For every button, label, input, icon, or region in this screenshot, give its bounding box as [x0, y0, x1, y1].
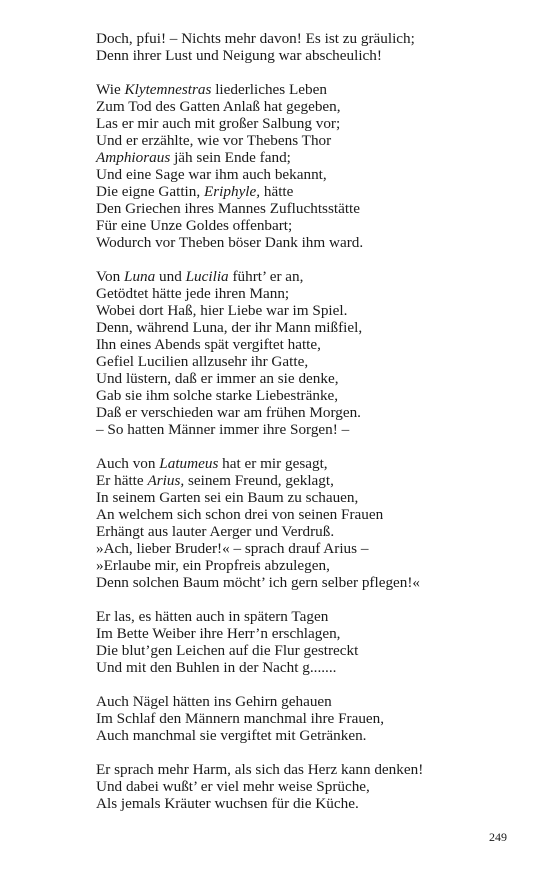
verse-line: [96, 98, 536, 115]
stanza: [96, 268, 536, 438]
page-number: 249: [489, 830, 507, 844]
text-segment: Im Schlaf den Männern manchmal ihre Frauen,: [96, 710, 385, 727]
verse-line: [96, 455, 536, 472]
verse-line: [96, 387, 536, 404]
verse-line: [96, 302, 536, 319]
italic-name: Arius,: [147, 472, 185, 489]
text-segment: Denn, während Luna, der ihr Mann mißfiel,: [96, 319, 363, 336]
text-segment: Wodurch vor Theben böser Dank ihm ward.: [96, 234, 364, 251]
italic-name: Lucilia: [185, 268, 229, 285]
verse-line: [96, 30, 536, 47]
text-segment: Die eigne Gattin,: [96, 183, 204, 200]
text-segment: »Erlaube mir, ein Propfreis abzulegen,: [96, 557, 330, 574]
verse-line: [96, 472, 536, 489]
text-segment: Auch Nägel hätten ins Gehirn gehauen: [96, 693, 332, 710]
verse-line: [96, 319, 536, 336]
verse-line: [96, 132, 536, 149]
verse-line: [96, 642, 536, 659]
italic-name: Luna: [124, 268, 156, 285]
text-segment: In seinem Garten sei ein Baum zu schauen,: [96, 489, 359, 506]
verse-line: [96, 523, 536, 540]
text-segment: Als jemals Kräuter wuchsen für die Küche.: [96, 795, 359, 812]
verse-line: [96, 217, 536, 234]
text-segment: Und er erzählte, wie vor Thebens Thor: [96, 132, 332, 149]
verse-line: [96, 353, 536, 370]
text-segment: Wobei dort Haß, hier Liebe war im Spiel.: [96, 302, 348, 319]
poem-text: [96, 30, 536, 829]
verse-line: [96, 149, 536, 166]
verse-line: [96, 574, 536, 591]
verse-line: [96, 115, 536, 132]
stanza: [96, 455, 536, 591]
text-segment: Er hätte: [96, 472, 148, 489]
italic-name: Latumeus: [159, 455, 219, 472]
text-segment: Las er mir auch mit großer Salbung vor;: [96, 115, 341, 132]
verse-line: [96, 608, 536, 625]
verse-line: [96, 81, 536, 98]
verse-line: [96, 370, 536, 387]
verse-line: [96, 489, 536, 506]
text-segment: Wie: [96, 81, 125, 98]
text-segment: – So hatten Männer immer ihre Sorgen! –: [96, 421, 350, 438]
text-segment: Für eine Unze Goldes offenbart;: [96, 217, 293, 234]
stanza: [96, 761, 536, 812]
verse-line: [96, 659, 536, 676]
verse-line: [96, 200, 536, 217]
verse-line: [96, 421, 536, 438]
text-segment: Ihn eines Abends spät vergiftet hatte,: [96, 336, 321, 353]
text-segment: Und eine Sage war ihm auch bekannt,: [96, 166, 327, 183]
text-segment: seinem Freund, geklagt,: [184, 472, 334, 489]
text-segment: Denn solchen Baum möcht’ ich gern selber pflegen!«: [96, 574, 421, 591]
text-segment: Auch von: [96, 455, 160, 472]
text-segment: jäh sein Ende fand;: [170, 149, 291, 166]
stanza: [96, 30, 536, 64]
verse-line: [96, 557, 536, 574]
verse-line: [96, 336, 536, 353]
verse-line: [96, 268, 536, 285]
verse-line: [96, 285, 536, 302]
text-segment: Er las, es hätten auch in spätern Tagen: [96, 608, 329, 625]
text-segment: Im Bette Weiber ihre Herr’n erschlagen,: [96, 625, 341, 642]
text-segment: Gab sie ihm solche starke Liebestränke,: [96, 387, 339, 404]
text-segment: Auch manchmal sie vergiftet mit Getränken.: [96, 727, 367, 744]
text-segment: »Ach, lieber Bruder!« – sprach drauf Arius –: [96, 540, 369, 557]
text-segment: Erhängt aus lauter Aerger und Verdruß.: [96, 523, 335, 540]
text-segment: und: [155, 268, 186, 285]
verse-line: [96, 506, 536, 523]
text-segment: Und lüstern, daß er immer an sie denke,: [96, 370, 339, 387]
stanza: [96, 81, 536, 251]
verse-line: [96, 710, 536, 727]
text-segment: Den Griechen ihres Mannes Zufluchtsstätte: [96, 200, 361, 217]
text-segment: Von: [96, 268, 124, 285]
text-segment: Und mit den Buhlen in der Nacht g.......: [96, 659, 337, 676]
text-segment: liederliches Leben: [211, 81, 327, 98]
text-segment: Und dabei wußt’ er viel mehr weise Sprüche,: [96, 778, 370, 795]
stanza: [96, 608, 536, 676]
verse-line: [96, 727, 536, 744]
text-segment: führt’ er an,: [228, 268, 304, 285]
text-segment: Er sprach mehr Harm, als sich das Herz kann denken!: [96, 761, 424, 778]
italic-name: Eriphyle,: [203, 183, 261, 200]
verse-line: [96, 404, 536, 421]
verse-line: [96, 625, 536, 642]
text-segment: Doch, pfui! – Nichts mehr davon! Es ist zu gräulich;: [96, 30, 415, 47]
text-segment: Gefiel Lucilien allzusehr ihr Gatte,: [96, 353, 309, 370]
verse-line: [96, 540, 536, 557]
italic-name: Klytemnestras: [124, 81, 212, 98]
verse-line: [96, 795, 536, 812]
verse-line: [96, 693, 536, 710]
text-segment: hat er mir gesagt,: [218, 455, 328, 472]
text-segment: Getödtet hätte jede ihren Mann;: [96, 285, 290, 302]
text-segment: An welchem sich schon drei von seinen Frauen: [96, 506, 384, 523]
stanza: [96, 693, 536, 744]
text-segment: Denn ihrer Lust und Neigung war abscheulich!: [96, 47, 382, 64]
verse-line: [96, 183, 536, 200]
verse-line: [96, 761, 536, 778]
verse-line: [96, 234, 536, 251]
verse-line: [96, 166, 536, 183]
text-segment: hätte: [260, 183, 294, 200]
verse-line: [96, 778, 536, 795]
verse-line: [96, 47, 536, 64]
text-segment: Die blut’gen Leichen auf die Flur gestreckt: [96, 642, 359, 659]
italic-name: Amphioraus: [96, 149, 171, 166]
text-segment: Zum Tod des Gatten Anlaß hat gegeben,: [96, 98, 341, 115]
text-segment: Daß er verschieden war am frühen Morgen.: [96, 404, 361, 421]
